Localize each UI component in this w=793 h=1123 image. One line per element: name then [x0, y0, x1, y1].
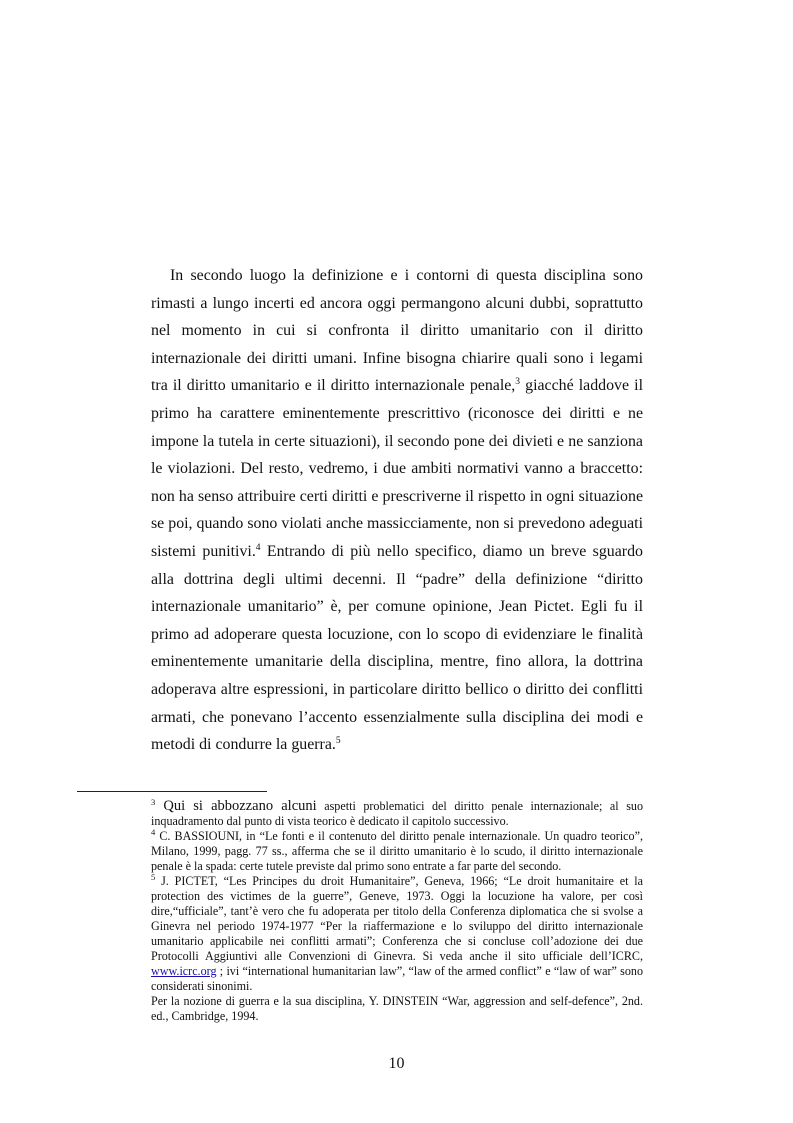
footnote-4-number: 4	[151, 827, 156, 837]
footnotes-section	[151, 799, 643, 1024]
footnote-ref-5[interactable]: 5	[335, 736, 341, 747]
footnote-3-number: 3	[151, 797, 156, 807]
footnote-5-text: J. PICTET, “Les Principes du droit Humanitaire”, Geneva, 1966; “Le droit humanitaire et la protection des victimes de la guerre”, Geneve, 1973. Oggi la locuzione ha valore, per così dire,“ufficiale”, tant’è vero che fu adoperata per titolo della Conferenza diplomatica che si svolse a Ginevra nel periodo 1974-1977 “Per la riaffermazione e lo sviluppo del diritto internazionale umanitario applicabile nei conflitti armati”; Conferenza che si concluse coll’adozione dei due Protocolli Aggiuntivi alle Convenzioni di Ginevra. Si veda anche il sito ufficiale dell’ICRC,	[151, 874, 643, 963]
footnote-4-text: C. BASSIOUNI, in “Le fonti e il contenuto del diritto penale internazionale. Un quadro teorico”, Milano, 1999, pagg. 77 ss., afferma che se il diritto umanitario è lo scudo, il diritto internazionale penale è la spada: certe tutele previste dal primo sono entrate a far parte del secondo.	[151, 829, 643, 873]
footnote-5-text-after-link: ; ivi “international humanitarian law”, “law of the armed conflict” e “law of war” sono considerati sinonimi.	[151, 964, 643, 993]
page-number: 10	[388, 1055, 405, 1072]
paragraph-text-part-3: Entrando di più nello specifico, diamo un breve sguardo alla dottrina degli ultimi decenni. Il “padre” della definizione “diritto internazionale umanitario” è, per comune opinione, Jean Pictet. Egli fu il primo ad adoperare questa locuzione, con lo scopo di evidenziare le finalità eminentemente umanitarie della disciplina, mentre, fino allora, la dottrina adoperava altre espressioni, in particolare diritto bellico o diritto dei conflitti armati, che ponevano l’accento essenzialmente sulla disciplina dei modi e metodi di condurre la guerra.	[151, 542, 643, 754]
footnote-ref-4[interactable]: 4	[255, 542, 261, 553]
footnote-3-text: aspetti problematici del diritto penale internazionale; al suo inquadramento dal punto di vista teorico è dedicato il capitolo successivo.	[151, 799, 644, 828]
paragraph-text-part-2: giacché laddove il primo ha carattere eminentemente prescrittivo (riconosce dei diritti e ne impone la tutela in certe situazioni), il secondo pone dei divieti e ne sanziona le violazioni. Del resto, vedremo, i due ambiti normativi vanno a braccetto: non ha senso attribuire certi diritti e prescriverne il rispetto in ogni situazione se poi, quando sono violati anche massicciamente, non si prevedono adeguati sistemi punitivi.	[151, 377, 643, 560]
footnote-separator	[77, 791, 267, 792]
footnote-5-number: 5	[151, 872, 156, 882]
footnote-ref-3[interactable]: 3	[515, 377, 521, 388]
paragraph-text-part-1: In secondo luogo la definizione e i contorni di questa disciplina sono rimasti a lungo incerti ed ancora oggi permangono alcuni dubbi, soprattutto nel momento in cui si confronta il diritto umanitario con il diritto internazionale dei diritti umani. Infine bisogna chiarire quali sono i legami tra il diritto umanitario e il diritto internazionale penale,	[151, 267, 643, 395]
footnote-3	[151, 799, 643, 829]
footnote-4	[151, 829, 643, 874]
footnote-5	[151, 874, 643, 994]
footnote-3-lead: Qui si abbozzano alcuni	[155, 798, 317, 814]
icrc-link[interactable]: www.icrc.org	[151, 964, 217, 978]
footnote-5-continuation: Per la nozione di guerra e la sua disciplina, Y. DINSTEIN “War, aggression and self-defence”, 2nd. ed., Cambridge, 1994.	[151, 994, 643, 1023]
main-paragraph	[151, 262, 643, 759]
